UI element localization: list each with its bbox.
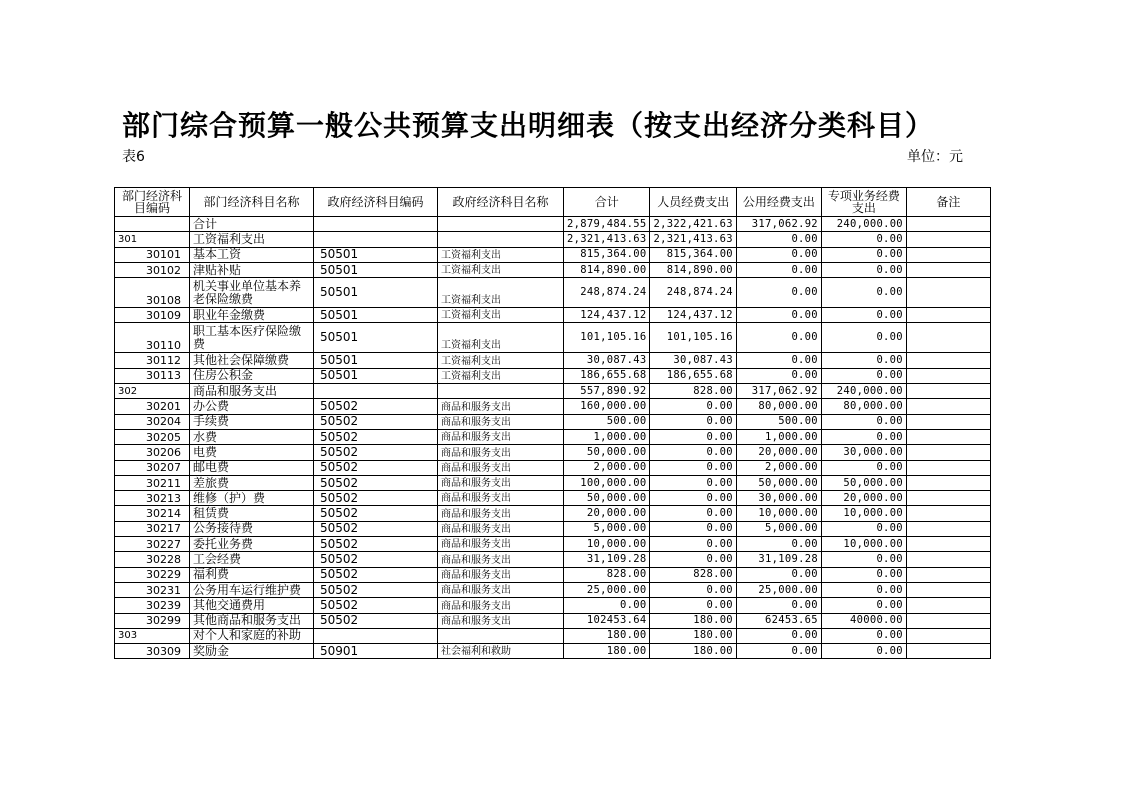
row-personnel: 0.00 [650, 445, 736, 460]
row-total: 828.00 [564, 567, 650, 582]
row-name: 合计 [190, 217, 314, 232]
row-name: 公务接待费 [190, 521, 314, 536]
table-row [115, 567, 991, 582]
table-row [115, 247, 991, 262]
row-public: 0.00 [736, 537, 821, 552]
table-row [115, 582, 991, 597]
row-code: 30102 [115, 262, 190, 277]
row-code: 30112 [115, 353, 190, 368]
row-gov-code [314, 628, 438, 643]
row-gov-name: 商品和服务支出 [438, 537, 564, 552]
row-special: 0.00 [821, 552, 906, 567]
row-public: 0.00 [736, 232, 821, 247]
row-note [906, 582, 990, 597]
row-special: 0.00 [821, 521, 906, 536]
row-note [906, 399, 990, 414]
row-total: 160,000.00 [564, 399, 650, 414]
row-personnel: 180.00 [650, 628, 736, 643]
row-note [906, 598, 990, 613]
row-gov-code: 50501 [314, 247, 438, 262]
row-gov-name: 社会福利和救助 [438, 644, 564, 659]
row-code: 30206 [115, 445, 190, 460]
row-gov-name: 工资福利支出 [438, 368, 564, 383]
row-public: 0.00 [736, 567, 821, 582]
row-special: 0.00 [821, 598, 906, 613]
row-public: 5,000.00 [736, 521, 821, 536]
row-code: 30110 [115, 323, 190, 353]
row-gov-name: 商品和服务支出 [438, 552, 564, 567]
row-gov-code: 50502 [314, 460, 438, 475]
row-name: 手续费 [190, 414, 314, 429]
row-public: 0.00 [736, 308, 821, 323]
row-personnel: 0.00 [650, 475, 736, 490]
row-personnel: 30,087.43 [650, 353, 736, 368]
row-name: 公务用车运行维护费 [190, 582, 314, 597]
row-total: 25,000.00 [564, 582, 650, 597]
row-code: 30214 [115, 506, 190, 521]
row-code: 30108 [115, 278, 190, 308]
row-note [906, 368, 990, 383]
unit-label: 单位：元 [907, 149, 963, 165]
row-special: 0.00 [821, 353, 906, 368]
row-code: 30231 [115, 582, 190, 597]
table-row [115, 353, 991, 368]
row-total: 102453.64 [564, 613, 650, 628]
row-gov-code: 50502 [314, 445, 438, 460]
row-note [906, 247, 990, 262]
row-special: 0.00 [821, 323, 906, 353]
row-name: 对个人和家庭的补助 [190, 628, 314, 643]
table-row [115, 491, 991, 506]
row-name: 工资福利支出 [190, 232, 314, 247]
table-row [115, 262, 991, 277]
row-gov-name: 商品和服务支出 [438, 521, 564, 536]
row-gov-code: 50502 [314, 429, 438, 444]
row-code: 30101 [115, 247, 190, 262]
row-gov-name: 商品和服务支出 [438, 506, 564, 521]
row-total: 30,087.43 [564, 353, 650, 368]
row-total: 101,105.16 [564, 323, 650, 353]
row-special: 0.00 [821, 628, 906, 643]
row-total: 814,890.00 [564, 262, 650, 277]
row-public: 317,062.92 [736, 384, 821, 399]
row-note [906, 262, 990, 277]
row-name: 水费 [190, 429, 314, 444]
row-personnel: 828.00 [650, 567, 736, 582]
row-personnel: 0.00 [650, 537, 736, 552]
row-personnel: 248,874.24 [650, 278, 736, 308]
row-gov-name [438, 232, 564, 247]
table-row [115, 368, 991, 383]
row-personnel: 186,655.68 [650, 368, 736, 383]
row-gov-code: 50501 [314, 368, 438, 383]
row-note [906, 644, 990, 659]
row-name: 基本工资 [190, 247, 314, 262]
row-code: 30109 [115, 308, 190, 323]
row-special: 0.00 [821, 368, 906, 383]
row-note [906, 445, 990, 460]
row-gov-code: 50502 [314, 475, 438, 490]
row-code: 301 [115, 232, 190, 247]
row-special: 0.00 [821, 247, 906, 262]
row-public: 30,000.00 [736, 491, 821, 506]
row-total: 186,655.68 [564, 368, 650, 383]
row-personnel: 180.00 [650, 613, 736, 628]
row-public: 0.00 [736, 262, 821, 277]
row-code: 30205 [115, 429, 190, 444]
row-gov-code: 50501 [314, 353, 438, 368]
row-total: 10,000.00 [564, 537, 650, 552]
row-special: 20,000.00 [821, 491, 906, 506]
row-public: 50,000.00 [736, 475, 821, 490]
row-total: 248,874.24 [564, 278, 650, 308]
table-row [115, 475, 991, 490]
row-note [906, 491, 990, 506]
row-personnel: 0.00 [650, 491, 736, 506]
row-name: 邮电费 [190, 460, 314, 475]
table-row [115, 644, 991, 659]
row-name: 差旅费 [190, 475, 314, 490]
table-row [115, 429, 991, 444]
header-dept-code: 部门经济科目编码 [115, 188, 190, 217]
row-public: 0.00 [736, 644, 821, 659]
row-special: 80,000.00 [821, 399, 906, 414]
row-gov-name: 工资福利支出 [438, 353, 564, 368]
table-row [115, 598, 991, 613]
row-name: 职业年金缴费 [190, 308, 314, 323]
row-public: 2,000.00 [736, 460, 821, 475]
row-special: 10,000.00 [821, 537, 906, 552]
row-special: 0.00 [821, 644, 906, 659]
table-row [115, 278, 991, 308]
row-name: 维修（护）费 [190, 491, 314, 506]
row-code: 302 [115, 384, 190, 399]
row-gov-code: 50901 [314, 644, 438, 659]
row-personnel: 0.00 [650, 460, 736, 475]
row-gov-name: 工资福利支出 [438, 247, 564, 262]
row-gov-code: 50502 [314, 567, 438, 582]
row-special: 0.00 [821, 308, 906, 323]
row-gov-code: 50502 [314, 491, 438, 506]
row-gov-name: 商品和服务支出 [438, 399, 564, 414]
table-row [115, 628, 991, 643]
row-note [906, 567, 990, 582]
row-name: 委托业务费 [190, 537, 314, 552]
header-dept-name: 部门经济科目名称 [190, 188, 314, 217]
row-total: 50,000.00 [564, 445, 650, 460]
header-total: 合计 [564, 188, 650, 217]
row-personnel: 2,322,421.63 [650, 217, 736, 232]
row-public: 0.00 [736, 278, 821, 308]
row-code: 303 [115, 628, 190, 643]
row-gov-name: 商品和服务支出 [438, 414, 564, 429]
row-gov-code: 50502 [314, 399, 438, 414]
header-row [115, 188, 991, 217]
row-personnel: 0.00 [650, 582, 736, 597]
row-note [906, 537, 990, 552]
row-personnel: 124,437.12 [650, 308, 736, 323]
row-gov-code: 50501 [314, 308, 438, 323]
row-gov-name: 商品和服务支出 [438, 567, 564, 582]
row-name: 办公费 [190, 399, 314, 414]
row-code: 30309 [115, 644, 190, 659]
row-public: 500.00 [736, 414, 821, 429]
row-gov-code [314, 217, 438, 232]
table-row [115, 613, 991, 628]
table-row [115, 445, 991, 460]
row-note [906, 628, 990, 643]
row-total: 2,879,484.55 [564, 217, 650, 232]
row-code: 30229 [115, 567, 190, 582]
row-name: 住房公积金 [190, 368, 314, 383]
row-personnel: 2,321,413.63 [650, 232, 736, 247]
table-row [115, 217, 991, 232]
row-public: 25,000.00 [736, 582, 821, 597]
row-gov-code: 50502 [314, 414, 438, 429]
header-personnel: 人员经费支出 [650, 188, 736, 217]
row-gov-name: 商品和服务支出 [438, 582, 564, 597]
row-personnel: 0.00 [650, 506, 736, 521]
budget-table [114, 187, 991, 659]
row-code: 30228 [115, 552, 190, 567]
row-personnel: 0.00 [650, 521, 736, 536]
row-personnel: 0.00 [650, 552, 736, 567]
row-note [906, 323, 990, 353]
row-total: 180.00 [564, 644, 650, 659]
row-gov-name: 商品和服务支出 [438, 475, 564, 490]
row-gov-code [314, 384, 438, 399]
row-name: 奖励金 [190, 644, 314, 659]
row-name: 其他交通费用 [190, 598, 314, 613]
table-row [115, 232, 991, 247]
page-title: 部门综合预算一般公共预算支出明细表（按支出经济分类科目） [122, 109, 935, 142]
row-note [906, 278, 990, 308]
table-row [115, 414, 991, 429]
row-public: 10,000.00 [736, 506, 821, 521]
row-personnel: 101,105.16 [650, 323, 736, 353]
row-gov-name [438, 384, 564, 399]
row-gov-name [438, 628, 564, 643]
row-name: 电费 [190, 445, 314, 460]
row-special: 10,000.00 [821, 506, 906, 521]
row-personnel: 0.00 [650, 414, 736, 429]
row-code: 30113 [115, 368, 190, 383]
table-row [115, 323, 991, 353]
row-personnel: 828.00 [650, 384, 736, 399]
row-personnel: 814,890.00 [650, 262, 736, 277]
row-total: 124,437.12 [564, 308, 650, 323]
row-code [115, 217, 190, 232]
row-personnel: 0.00 [650, 429, 736, 444]
row-note [906, 552, 990, 567]
table-body [115, 217, 991, 659]
row-personnel: 815,364.00 [650, 247, 736, 262]
row-code: 30239 [115, 598, 190, 613]
row-name: 福利费 [190, 567, 314, 582]
row-public: 317,062.92 [736, 217, 821, 232]
table-row [115, 521, 991, 536]
row-total: 1,000.00 [564, 429, 650, 444]
row-gov-code: 50501 [314, 323, 438, 353]
row-total: 557,890.92 [564, 384, 650, 399]
row-public: 20,000.00 [736, 445, 821, 460]
row-personnel: 0.00 [650, 598, 736, 613]
row-gov-code: 50501 [314, 278, 438, 308]
header-gov-code: 政府经济科目编码 [314, 188, 438, 217]
table-number: 表6 [122, 149, 145, 165]
row-total: 20,000.00 [564, 506, 650, 521]
row-special: 0.00 [821, 414, 906, 429]
row-note [906, 414, 990, 429]
row-note [906, 353, 990, 368]
row-note [906, 232, 990, 247]
row-note [906, 460, 990, 475]
row-gov-name: 工资福利支出 [438, 323, 564, 353]
row-total: 815,364.00 [564, 247, 650, 262]
row-total: 5,000.00 [564, 521, 650, 536]
row-gov-code [314, 232, 438, 247]
row-gov-code: 50502 [314, 613, 438, 628]
row-total: 2,321,413.63 [564, 232, 650, 247]
header-public: 公用经费支出 [736, 188, 821, 217]
row-special: 0.00 [821, 278, 906, 308]
row-public: 62453.65 [736, 613, 821, 628]
table-row [115, 552, 991, 567]
row-code: 30213 [115, 491, 190, 506]
row-code: 30207 [115, 460, 190, 475]
row-total: 100,000.00 [564, 475, 650, 490]
row-gov-name: 商品和服务支出 [438, 491, 564, 506]
row-gov-name: 商品和服务支出 [438, 429, 564, 444]
row-gov-name: 商品和服务支出 [438, 613, 564, 628]
header-gov-name: 政府经济科目名称 [438, 188, 564, 217]
table-row [115, 308, 991, 323]
row-name: 商品和服务支出 [190, 384, 314, 399]
row-public: 80,000.00 [736, 399, 821, 414]
row-code: 30204 [115, 414, 190, 429]
table-row [115, 460, 991, 475]
row-name: 其他商品和服务支出 [190, 613, 314, 628]
header-note: 备注 [906, 188, 990, 217]
row-gov-name: 商品和服务支出 [438, 598, 564, 613]
header-special: 专项业务经费支出 [821, 188, 906, 217]
row-public: 31,109.28 [736, 552, 821, 567]
row-note [906, 506, 990, 521]
row-name: 其他社会保障缴费 [190, 353, 314, 368]
row-code: 30217 [115, 521, 190, 536]
row-special: 0.00 [821, 567, 906, 582]
row-special: 0.00 [821, 429, 906, 444]
row-public: 0.00 [736, 598, 821, 613]
row-gov-name: 工资福利支出 [438, 262, 564, 277]
row-personnel: 180.00 [650, 644, 736, 659]
row-public: 0.00 [736, 353, 821, 368]
row-special: 0.00 [821, 582, 906, 597]
row-note [906, 308, 990, 323]
row-code: 30211 [115, 475, 190, 490]
table-row [115, 384, 991, 399]
row-public: 1,000.00 [736, 429, 821, 444]
row-code: 30299 [115, 613, 190, 628]
row-total: 0.00 [564, 598, 650, 613]
row-public: 0.00 [736, 628, 821, 643]
row-gov-name [438, 217, 564, 232]
row-total: 2,000.00 [564, 460, 650, 475]
row-special: 0.00 [821, 460, 906, 475]
row-special: 50,000.00 [821, 475, 906, 490]
row-note [906, 384, 990, 399]
row-note [906, 217, 990, 232]
row-public: 0.00 [736, 247, 821, 262]
row-name: 租赁费 [190, 506, 314, 521]
row-gov-code: 50502 [314, 506, 438, 521]
row-note [906, 521, 990, 536]
row-note [906, 429, 990, 444]
row-personnel: 0.00 [650, 399, 736, 414]
row-public: 0.00 [736, 368, 821, 383]
row-special: 40000.00 [821, 613, 906, 628]
row-public: 0.00 [736, 323, 821, 353]
row-gov-name: 工资福利支出 [438, 308, 564, 323]
row-total: 180.00 [564, 628, 650, 643]
row-gov-code: 50501 [314, 262, 438, 277]
row-gov-code: 50502 [314, 537, 438, 552]
row-note [906, 475, 990, 490]
row-gov-code: 50502 [314, 582, 438, 597]
row-name: 职工基本医疗保险缴费 [190, 323, 314, 353]
row-name: 工会经费 [190, 552, 314, 567]
row-gov-code: 50502 [314, 552, 438, 567]
table-row [115, 537, 991, 552]
row-special: 30,000.00 [821, 445, 906, 460]
row-code: 30201 [115, 399, 190, 414]
row-total: 31,109.28 [564, 552, 650, 567]
row-name: 机关事业单位基本养老保险缴费 [190, 278, 314, 308]
row-code: 30227 [115, 537, 190, 552]
row-name: 津贴补贴 [190, 262, 314, 277]
row-gov-name: 商品和服务支出 [438, 445, 564, 460]
row-gov-code: 50502 [314, 598, 438, 613]
row-special: 240,000.00 [821, 217, 906, 232]
row-total: 50,000.00 [564, 491, 650, 506]
row-gov-name: 工资福利支出 [438, 278, 564, 308]
row-special: 240,000.00 [821, 384, 906, 399]
row-note [906, 613, 990, 628]
row-gov-name: 商品和服务支出 [438, 460, 564, 475]
row-special: 0.00 [821, 232, 906, 247]
row-gov-code: 50502 [314, 521, 438, 536]
row-special: 0.00 [821, 262, 906, 277]
table-row [115, 399, 991, 414]
row-total: 500.00 [564, 414, 650, 429]
table-row [115, 506, 991, 521]
